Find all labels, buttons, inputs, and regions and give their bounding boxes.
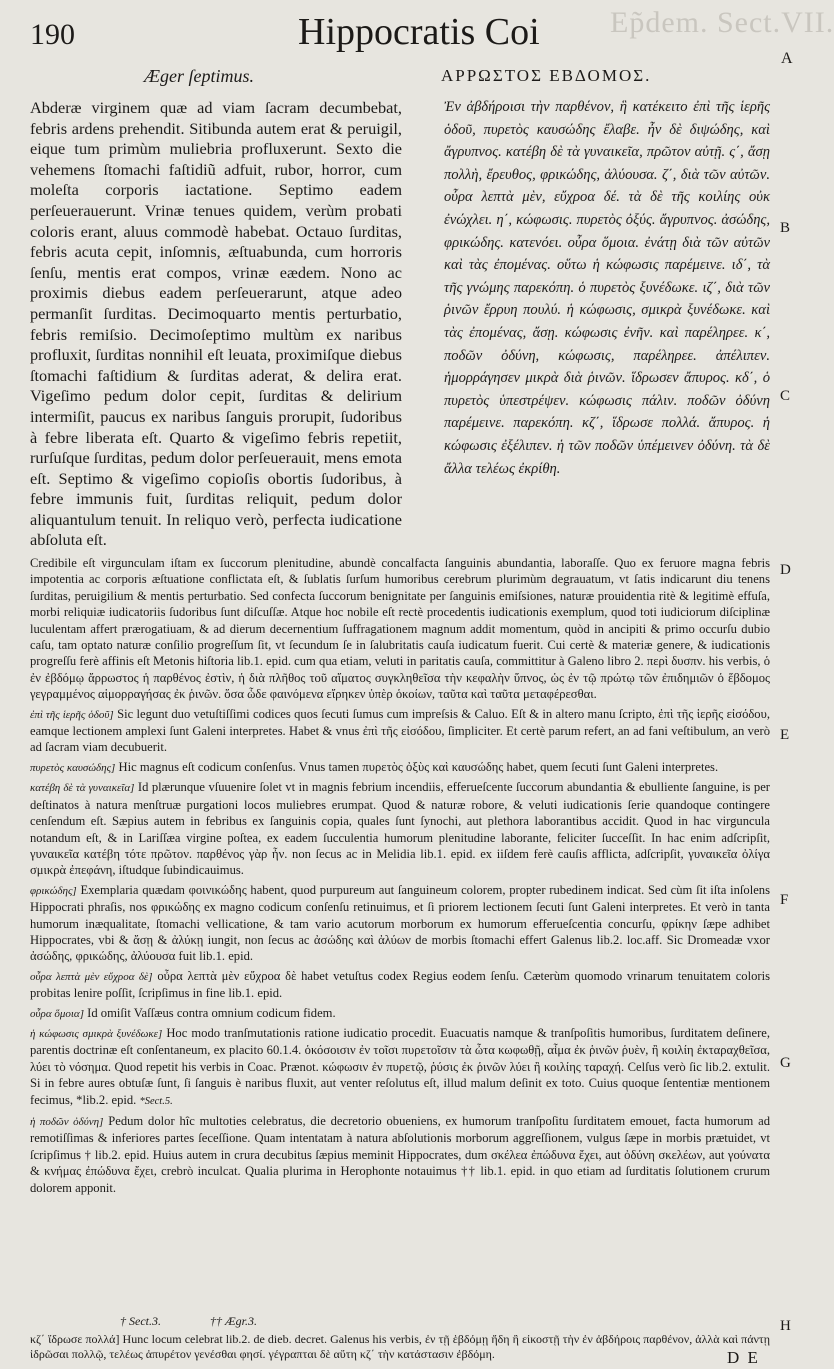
commentary-lemma: ἐπὶ τῆς ἱερῆς ὁδοῦ] — [30, 708, 114, 721]
commentary-text: Id plærunque vſuuenire ſolet vt in magnis febrium incendiis, efferueſcente ſuccorum abundantia & ebulliente ſanguine, is per deſtinatos à natura menſtruæ purgationi locos muliebres erumpat. Quod & naturæ robore, & veluti iudicationis ſerie quandoque contingere cenſendum eſt. Sæpius autem in febribus ex ſanguinis copia, quales ſunt ſynochi, aut plethora laborantibus accidit. Quod in hac virguncula notandum eſt, & in Lariſſæa virgine poſtea, ex eadem ſucculentia humorum plenitudine laborante, feliciter ſucceſſit. In hac enim adſcripſit, γυναικεῖα κατέβη τότε πρῶτον. παρθένος γὰρ ἦν. non ſecus ac in Melidia lib.1. epid. ex iiſdem ferè cauſis afflicta, adſcripſit, γυναικεῖα ὀλίγα σμικρὰ ἐπεφάνη, iſtudque ſubindicauimus. — [30, 780, 770, 878]
section-ref: † Sect.3. — [120, 1314, 161, 1328]
greek-case-text: Ἐν ἀβδήροισι τὴν παρθένον, ἣ κατέκειτο ἐπὶ τῆς ἱερῆς ὁδοῦ, πυρετὸς καυσώδης ἔλαβε. ἦν δὲ διψώδης, καὶ ἄγρυπνος. κατέβη δὲ τὰ γυναικεῖα, πρῶτον αὐτῇ. ς΄, ἄσῃ πολλὴ, ἔρευθος, φρικώδης, ἀλύουσα. ζ΄, διὰ τῶν αὐτῶν. οὖρα λεπτὰ μὲν, εὔχροα δέ. τὰ δὲ τῆς κοιλίης οὐκ ἐνώχλει. η΄, κώφωσις. πυρετὸς ὀξύς. ἄγρυπνος. ἀσώδης, φρικώδης. κατενόει. οὖρα ὅμοια. ἐνάτῃ διὰ τῶν αὐτῶν καὶ τὰς ἐπομένας. οὕτω ἡ κώφωσις παρέμεινε. ιδ΄, τὰ τῆς γνώμης παρεκόπη. ὁ πυρετὸς ξυνέδωκε. ιζ΄, διὰ τῶν ῥινῶν ἔρρυη πουλύ. ἡ κώφωσις, σμικρὰ ξυνέδωκε. καὶ τὰς ἐπομένας, ἄσῃ. κώφωσις ἐνῆν. καὶ παρέληρεε. κ΄, ποδῶν ὀδύνη, κώφωσις, παρέληρεε. ἀπέλιπεν. ἡμορράγησεν μικρὰ διὰ ῥινῶν. ἵδρωσεν ἄπυρος. κδ΄, ὁ πυρετὸς ὑπεστρέψεν. κώφωσις πάλιν. ποδῶν ὀδύνη παρέμεινε. παρεκόπη. κζ΄, ἵδρωσε πολλά. ἄπυρος. ἡ κώφωσις ἐξέλιπεν. ἡ τῶν ποδῶν ὑπέμεινεν ὀδύνη. τὰ δὲ ἄλλα τελέως ἐκρίθη. — [444, 99, 770, 477]
commentary-lemma: ἡ ποδῶν ὀδύνη] — [30, 1116, 104, 1128]
catchword: D E — [727, 1348, 760, 1367]
commentary-text: Hunc locum celebrat lib.2. de dieb. decret. Galenus his verbis, ἐν τῇ ἑβδόμῃ ἤδη ἢ εἰκοστῇ τὴν ἐν ἀβδήροις παρθένον, ἀλλὰ καὶ πάντῃ ἱδρῶσαι πολλῷ, τελέως ἀπυρέτον γενέσθαι φησί. γέγραπται δὲ αὕτη κζ΄ τὴν κατάστασιν ἐβδόμη. — [30, 1332, 770, 1361]
commentary-paragraph — [30, 1113, 770, 1196]
commentary-paragraph — [30, 759, 770, 776]
page-number: 190 — [30, 18, 75, 51]
commentary-lemma: πυρετὸς καυσώδης] — [30, 761, 116, 774]
commentary-text: Sic legunt duo vetuſtiſſimi codices quos ſecuti ſumus cum impreſsis & Caluo. Eſt & in altero manu ſcripto, ἐπὶ τῆς ἱερῆς εἰσόδου, eamque lectionem amplexi ſunt Galeni interpretes. Habet & vnus ἐπὶ τῆς εἰσόδου, ſimpliciter. Et certè parum refert, an ad fani veſtibulum, an verò ad ſacram viam decubuerit. — [30, 706, 770, 755]
commentary-paragraph — [30, 882, 770, 965]
commentary-text: Id omiſit Vaſſæus contra omnium codicum fidem. — [87, 1005, 336, 1020]
margin-letter-f: F — [780, 892, 789, 908]
commentary-text: Pedum dolor hîc multoties celebratus, die decretorio obueniens, ex humorum tranſpoſitu ſurditatem emouet, facta humorum ad remotiſſimas & inferiores partes ſeceſſione. Quam intentatam à natura abſolutionis morborum aggreſſionem, vulgus ſæpe in morbis prætuidet, vt ſcripſimus † lib.2. epid. Huius autem in crura decubitus ſæpius meminit Hippocrates, dum σκέλεα ἐπώδυνα ἔχει, aut ὀδύνη σκελέων, aut γούνατα & κνήμας ἐπώδυνα ἔχει, crebrò inculcat. Qualia plurima in Herophonte notauimus †† lib.1. epid. in quo etiam ad ſurditatis ſolutionem crurum dolorem apponit. — [30, 1114, 771, 1195]
commentary-text: Exemplaria quædam φοινικώδης habent, quod purpureum aut ſanguineum colorem, propter rubedinem indicat. Sed cùm ſit iſta inſolens Hippocrati phraſis, nos φρικώδης ex magno codicum conſenſu retinuimus, et ſi priorem lectionem ſecuti ſunt Galeni interpretes. Et verò in tanta humorum inæqualitate, ſtomachi vellicatione, & tam vario acutorum morborum ex humorum efferueſcentia concurſu, φρίκην ſæpe adhibet Hippocrates, vbi & ἄσῃ & ἀλύκῃ iungit, non ſecus ac ἀσώδης καὶ ἀλύων de morbis ſtomachi effert Galenus lib.2. loc.aff. Sic Dromeadæ vxor ἀσώδης, φρικώδης, ἀλύουσα fuit lib.1. epid. — [30, 882, 770, 964]
commentary-paragraph — [30, 706, 770, 756]
commentary-paragraph — [30, 1005, 770, 1022]
margin-letter-a: A — [781, 50, 793, 67]
commentary-lemma: οὖρα ὅμοια] — [30, 1007, 84, 1020]
latin-case-text: Abderæ virginem quæ ad viam ſacram decumbebat, febris ardens prehendit. Sitibunda autem erat & peruigil, eique tum primùm muliebria profluxerunt. Sexto die vehemens ſtomachi faſtidiũ adfuit, rubor, horror, cum moleſta corporis iactatione. Septimo eadem perſeuerauerunt. Vrinæ tenues quidem, verùm probati coloris erant, aluus commodè habebat. Octauo ſurditas, febris acuta cepit, inſomnis, æſtuabunda, cum horroris ſenſu, mentis erat compos, vrinæ eædem. Nono ac proximis diebus eadem perſeuerarunt, atque adeo permanſit ſurditas. Decimoquarto mentis perturbatio, febris remiſsio. Decimoſeptimo multùm ex naribus profluxit, ſurditas nonnihil eſt leuata, proximiſque diebus ſtomachi faſtidium & ſurditas aderat, & delira erat. Vigeſimo pedum dolor cepit, ſurditas & delirium intermiſit, paucus ex naribus ſanguis prorupit, ſudoribus à febre liberata eſt. Quarto & vigeſimo febris repetiit, rurſuſque ſurditas, pedum dolor perſeuerauit, mens emota eſt. Septimo & vigeſimo copioſis obortis ſudoribus, à febre immunis fuit, ſurditas reliquit, pedum dolor aliquantulum tenuit. In reliquo verò, perfecta iudicatione abſoluta eſt. — [30, 98, 402, 550]
section-ref: †† Ægr.3. — [210, 1314, 258, 1328]
commentary-lemma: κζ΄ ἵδρωσε πολλά] — [30, 1332, 120, 1346]
commentary-lemma: κατέβη δὲ τὰ γυναικεῖα] — [30, 782, 135, 795]
commentary-paragraph — [30, 779, 770, 878]
margin-letter-h: H — [780, 1318, 791, 1334]
margin-letter-d: D — [780, 562, 791, 578]
margin-letter-b: B — [780, 220, 791, 236]
section-ref: *Sect.5. — [139, 1095, 173, 1107]
commentary — [30, 555, 770, 1199]
margin-letter-g: G — [780, 1055, 791, 1071]
commentary-lemma: οὖρα λεπτὰ μὲν εὔχροα δὲ] — [30, 970, 153, 983]
running-head: Hippocratis Coi — [298, 11, 540, 53]
commentary-lemma: φρικώδης] — [30, 884, 77, 897]
final-note — [30, 1332, 770, 1361]
margin-letter-c: C — [780, 388, 791, 404]
greek-heading: ΑΡΡΩΣΤΟΣ ΕΒΔΟΜΟΣ. — [441, 66, 652, 85]
commentary-text: οὖρα λεπτὰ μὲν εὔχροα δὲ habet vetuſtus codex Regius eodem ſenſu. Cæterùm quomodo vrinarum tenuitatem coloris probitas lenire poſſit, ſcripſimus in fine lib.1. epid. — [30, 968, 770, 1001]
commentary-lemma: ἡ κώφωσις σμικρὰ ξυνέδωκε] — [30, 1027, 163, 1040]
bleed-through-text: Ep̃dem. Sect.VII. — [610, 6, 834, 39]
commentary-text: Hoc modo tranſmutationis ratione iudicatio procedit. Euacuatis namque & tranſpoſitis humoribus, ſurditatem deſinere, parentis doctrinæ eſt conſentaneum, ex placito 60.1.4. ὁκόσοισιν ἐν τοῖσι πυρετοῖσιν τὰ ὦτα κωφωθῇ, αἷμα ἐκ ῥινῶν ῥυὲν, ἢ κοιλίη ἐκταραχθεῖσα, λύει τὸ νόσημα. Quod repetit his verbis in Coac. Prænot. κώφωσιν ἐν πυρετῷ, ῥύσις ἐκ ῥινῶν λύει ἢ κοιλίης ταραχή. Celſus verò ſic lib.2. extulit. Si in febre aures obtuſæ ſunt, ſi ſanguis è naribus fluxit, aut venter reſolutus eſt, illud malum deſinit ex toto. Cuius quoque ſententiæ mentionem fecimus, *lib.2. epid. — [30, 1025, 771, 1107]
commentary-paragraph — [30, 1025, 770, 1110]
latin-heading: Æger ſeptimus. — [144, 66, 254, 86]
commentary-text: Credibile eſt virgunculam iſtam ex ſuccorum plenitudine, abundè concalfacta ſanguinis abundantia, laboraſſe. Quo ex feruore magna febris impotentia ac corporis æſtuatione conflictata eſt, & ſublatis ſurſum humoribus cerebrum plurimùm degrauatum, vt ſatis indicarunt diu tenens ſurditas, peruigilium & mentis perturbatio. Sed confecta ſuccorum benignitate per ſanguinis emiſsiones, naturæ prouidentia ritè & legitimè effuſa, morbi reliquiæ iudicatoriis ſudoribus ſunt diſcuſſæ. Atque hoc nobile eſt rectè procedentis iudicationis exemplum, quod toti iudiciorum diſciplinæ luculentam affert prærogatiuam, & ad dierum decernentium ſuffragationem magnum addit momentum, quòd in ancipiti & primo occurſu dubio caſu, tam optato naturæ conſilio progreſſum ſit, vt ſecundum ſe in ſalubritatis cauſa iudicatum fuerit. Cui certè & materiæ genere, & iudicationis progreſſu ferè affinis eſt Metonis hiſtoria lib.1. epid. cum qua etiam, veluti in paritatis cauſa, committitur à Galeno libro 2. περὶ δυσπν. his verbis, ὁ ἐν ἐβδόμῳ ἄρρωστος ἡ παρθένος ἐστὶν, ἡ διὰ πλῆθος τοῦ αἵματος συγκληθεῖσα τὴν κεφαλὴν ὕπνος, ὡς ἐν τῷ πρώτῳ τῶν ἐπιδημιῶν ὁ ἕβδομος γεγραμμένος αἱμορραγήσας ἐκ ῥινῶν. ὅσα ὧδε φαινόμενα εἴρηκεν ὑπὲρ ὁκοίων, ταῦτα καὶ ταῦτα μεταφέρεσθαι. — [30, 556, 770, 702]
margin-letter-e: E — [780, 727, 790, 743]
commentary-text: Hic magnus eſt codicum conſenſus. Vnus tamen πυρετὸς ὀξὺς καὶ καυσώδης habet, quem ſecuti ſunt Galeni interpretes. — [118, 759, 719, 774]
commentary-paragraph — [30, 968, 770, 1002]
commentary-paragraph — [30, 555, 770, 703]
